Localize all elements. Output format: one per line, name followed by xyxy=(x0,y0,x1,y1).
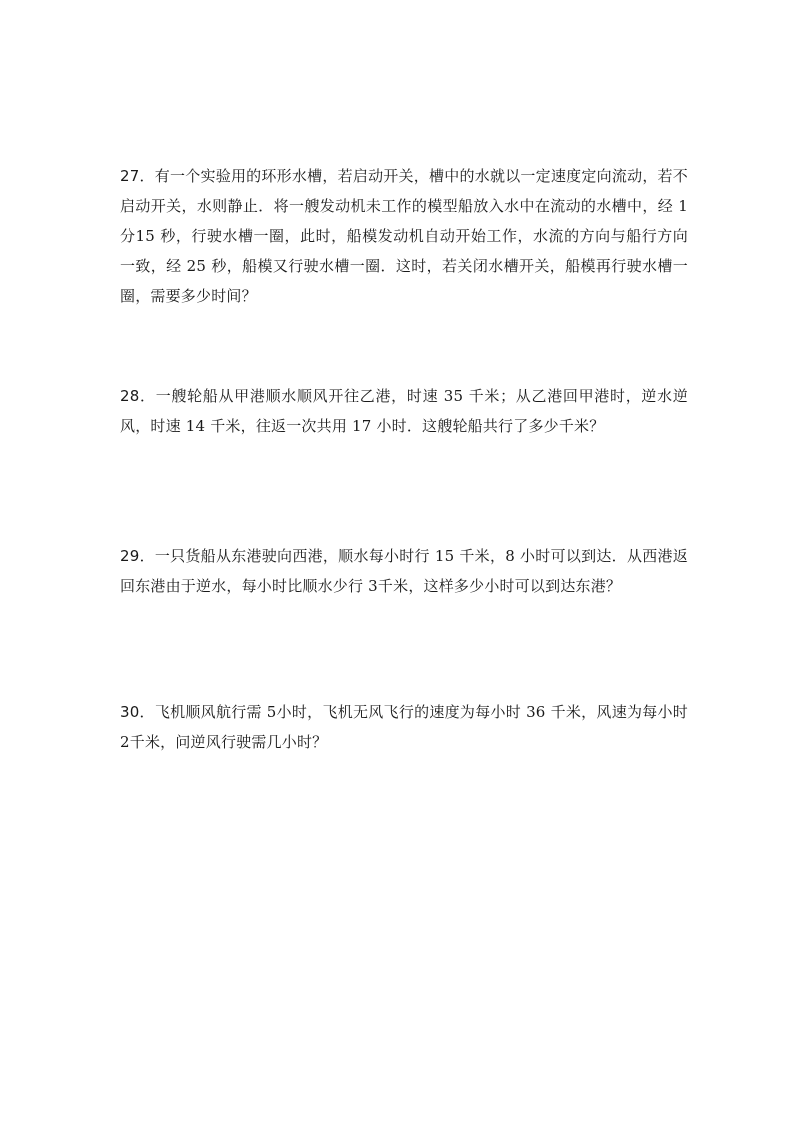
question-text: 一只货船从东港驶向西港，顺水每小时行 15 千米，8 小时可以到达．从西港返回东港由于逆水，每小时比顺水少行 3千米，这样多少小时可以到达东港？ xyxy=(120,547,688,595)
question-number: 27． xyxy=(120,167,155,185)
question-number: 29． xyxy=(120,547,155,565)
question-30 xyxy=(120,697,688,757)
question-text: 飞机顺风航行需 5小时，飞机无风飞行的速度为每小时 36 千米，风速为每小时 2千米，问逆风行驶需几小时？ xyxy=(120,703,688,751)
question-text: 一艘轮船从甲港顺水顺风开往乙港，时速 35 千米；从乙港回甲港时，逆水逆风，时速 14 千米，往返一次共用 17 小时．这艘轮船共行了多少千米？ xyxy=(120,387,688,435)
question-28 xyxy=(120,381,688,441)
question-text: 有一个实验用的环形水槽，若启动开关，槽中的水就以一定速度定向流动，若不启动开关，水则静止．将一艘发动机未工作的模型船放入水中在流动的水槽中，经 1分15 秒，行驶水槽一圈，此时，船模发动机自动开始工作，水流的方向与船行方向一致，经 25 秒，船模又行驶水槽一圈．这时，若关闭水槽开关，船模再行驶水槽一圈，需要多少时间？ xyxy=(120,167,688,305)
question-27 xyxy=(120,161,688,311)
question-29 xyxy=(120,541,688,601)
question-number: 28． xyxy=(120,387,156,405)
question-number: 30． xyxy=(120,703,155,721)
